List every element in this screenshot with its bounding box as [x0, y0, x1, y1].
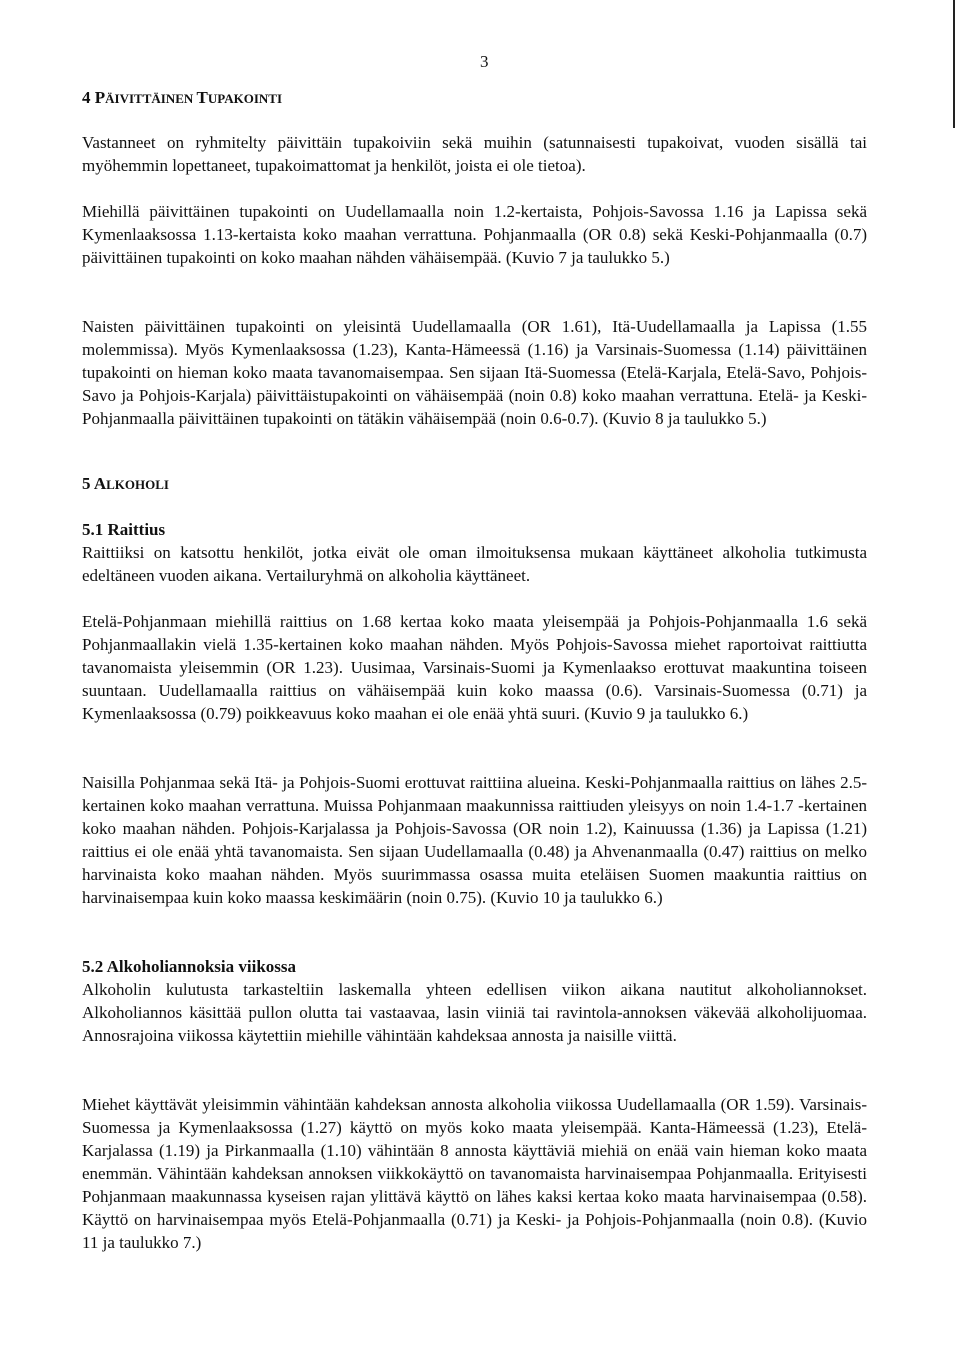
subsection-5-1-heading: 5.1 Raittius: [82, 520, 166, 539]
section-4-title: PÄIVITTÄINEN TUPAKOINTI: [94, 88, 283, 107]
subsection-5-2-heading: 5.2 Alkoholiannoksia viikossa: [82, 957, 297, 976]
paragraph: Naisten päivittäinen tupakointi on yleisintä Uudellamaalla (OR 1.61), Itä-Uudellamaalla ja Lapissa (1.55 molemmissa). Myös Kymenlaaksossa (1.23), Kanta-Hämeessä (1.16) ja Varsinais-Suomessa (1.14) päivittäinen tupakointi on hieman koko maata tavanomaisempaa. Sen sijaan Itä-Suomessa (Etelä-Karjala, Etelä-Savo, Pohjois-Savo ja Pohjois-Karjala) päivittäistupakointi on vähäisempää (noin 0.8) koko maahan verrattuna. Etelä- ja Keski-Pohjanmaalla päivittäinen tupakointi on tätäkin vähäisempää (noin 0.6-0.7). (Kuvio 8 ja taulukko 5.): [82, 317, 867, 428]
paragraph: Vastanneet on ryhmitelty päivittäin tupakoiviin sekä muihin (satunnaisesti tupakoivat, vuoden sisällä tai myöhemmin lopettaneet, tupakoimattomat ja henkilöt, joista ei ole tietoa).: [82, 133, 867, 175]
paragraph: Etelä-Pohjanmaan miehillä raittius on 1.68 kertaa koko maata yleisempää ja Pohjois-Pohjanmaalla 1.6 sekä Pohjanmaallakin vielä 1.35-kertainen koko maahan nähden. Myös Pohjois-Savossa miehet raportoivat raittiutta tavanomaista yleisemmin (OR 1.23). Uusimaa, Varsinais-Suomi ja Kymenlaakso erottuvat maakuntina toiseen suuntaan. Uudellamaalla raittius on vähäisempää kuin koko maassa (0.6). Varsinais-Suomessa (0.71) ja Kymenlaaksossa (0.79) poikkeavuus koko maahan ei ole enää yhtä suuri. (Kuvio 9 ja taulukko 6.): [82, 612, 867, 723]
section-5-number: 5: [82, 474, 91, 493]
page-number: 3: [480, 52, 489, 71]
paragraph: Miehet käyttävät yleisimmin vähintään kahdeksan annosta alkoholia viikossa Uudellamaalla (OR 1.59). Varsinais-Suomessa ja Kymenlaaksossa (1.27) käyttö on myös koko maata yleisempää. Kanta-Hämeessä (1.23), Etelä-Karjalassa (1.19) ja Pirkanmaalla (1.10) vähintään 8 annosta käyttäviä miehiä on enää vain hieman koko maata enemmän. Vähintään kahdeksan annoksen viikkokäyttö on tavanomaista harvinaisempaa Pohjanmaalla. Erityisesti Pohjanmaan maakunnassa kyseisen rajan ylittävä käyttö on lähes kaksi kertaa koko maata harvinaisempaa (0.58). Käyttö on harvinaisempaa myös Etelä-Pohjanmaalla (0.71) ja Keski- ja Pohjois-Pohjanmaalla (noin 0.8). (Kuvio 11 ja taulukko 7.): [82, 1095, 867, 1252]
paragraph: Alkoholin kulutusta tarkasteltiin laskemalla yhteen edellisen viikon aikana nautitut alkoholiannokset. Alkoholiannos käsittää pullon olutta tai vastaavaa, lasin viiniä tai ravintola-annoksen väkevää alkoholijuomaa. Annosrajoina viikossa käytettiin miehille vähintään kahdeksaa annosta ja naisille viittä.: [82, 980, 867, 1045]
paragraph: Miehillä päivittäinen tupakointi on Uudellamaalla noin 1.2-kertaista, Pohjois-Savossa 1.16 ja Lapissa sekä Kymenlaaksossa 1.13-kertaista koko maahan verrattuna. Pohjanmaalla (OR 0.8) sekä Keski-Pohjanmaalla (0.7) päivittäinen tupakointi on koko maahan nähden vähäisempää. (Kuvio 7 ja taulukko 5.): [82, 202, 867, 267]
paragraph: Raittiiksi on katsottu henkilöt, jotka eivät ole oman ilmoituksensa mukaan käyttäneet alkoholia tutkimusta edeltäneen vuoden aikana. Vertailuryhmä on alkoholia käyttäneet.: [82, 543, 867, 585]
scan-edge-line: [953, 0, 955, 128]
section-4-number: 4: [82, 88, 91, 107]
paragraph: Naisilla Pohjanmaa sekä Itä- ja Pohjois-Suomi erottuvat raittiina alueina. Keski-Pohjanmaalla raittius on lähes 2.5-kertainen koko maahan verrattuna. Muissa Pohjanmaan maakunnissa raittiuden yleisyys on noin 1.4-1.7 -kertainen koko maahan nähden. Pohjois-Karjalassa ja Pohjois-Savossa (OR noin 1.2), Kainuussa (1.36) ja Lapissa (1.21) raittius ei ole enää yhtä tavanomaista. Sen sijaan Uudellamaalla (0.48) ja Ahvenanmaalla (0.47) raittius on melko harvinaista koko maahan nähden. Myös suurimmassa osassa muita eteläisen Suomen maakuntia raittius on harvinaisempaa kuin koko maassa keskimäärin (noin 0.75). (Kuvio 10 ja taulukko 6.): [82, 773, 867, 907]
section-5-title: ALKOHOLI: [93, 474, 169, 493]
section-4-heading: [82, 86, 282, 110]
section-5-heading: [82, 472, 169, 496]
